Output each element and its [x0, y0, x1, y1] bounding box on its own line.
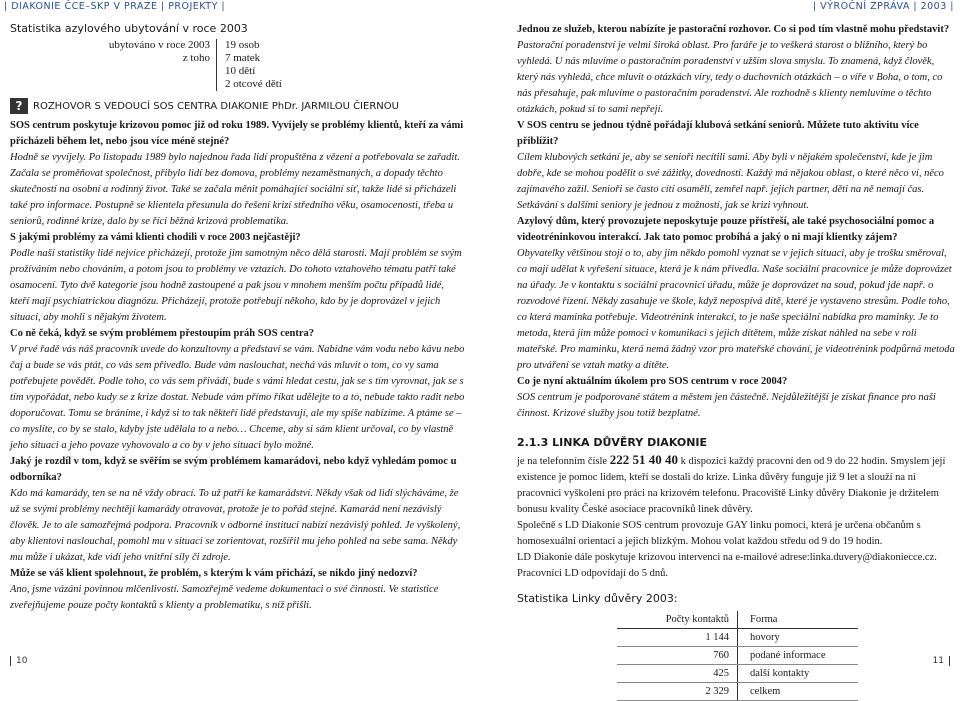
form-cell: hovory: [738, 629, 859, 647]
linka-p1-post: k dispozici každý pracovní den od 9 do 22 hodin. Smyslem její existence je pomoc lidem, kteří se dostali do krize. Linka důvěry funguje již 9 let a slouží na ní pracovníci vyškolení pro práci na krizovém telefonu. Pracoviště Linky důvěry Diakonie je držitelem bonusu kvality České asociace pracovníků linek důvěry.: [517, 456, 946, 515]
linka-p1-pre: je na telefonním čísle: [517, 456, 608, 467]
question-paragraph: Co je nyní aktuálním úkolem pro SOS centrum v roce 2004?: [517, 376, 788, 387]
page-number-left: 10: [16, 656, 28, 666]
table-row: [617, 665, 858, 683]
count-cell: 2 329: [617, 683, 738, 701]
table-row: [617, 683, 858, 701]
stat-label: [80, 78, 217, 91]
question-paragraph: Co ně čeká, když se svým problémem přestoupím práh SOS centra?: [10, 328, 315, 339]
stat-label: ubytováno v roce 2003: [80, 39, 217, 52]
answer-paragraph: Pastorační poradenství je velmi široká oblast. Pro faráře je to veškerá starost o bližního, který bo vyhledá. U nás mluvíme o pastoračním poradenství v užším slova smyslu. To znamená, když člověk, který nás vyhledá, chce mluvit o otázkách víry, tedy o duchovních otázkách – o víře v Boha, o tom, co nás přesahuje, pak mluvíme o pastoračním poradenství. Ale rozhodně s klienty nemluvíme o těchto otázkách, pokud si to sami nepřejí.: [517, 40, 943, 115]
table-header-row: [617, 611, 858, 629]
stat-value: 2 otcové dětí: [225, 78, 282, 90]
phone-number: 222 51 40 40: [609, 452, 678, 467]
linka-paragraph-1: [517, 452, 957, 518]
stat-row: [80, 78, 288, 91]
page-edge-mark-right: [949, 656, 950, 666]
stat-value: 10 dětí: [225, 65, 256, 77]
stat-row: [80, 52, 288, 65]
page-edge-mark-left: [10, 656, 11, 666]
interview-body-continued: [517, 22, 957, 422]
form-cell: podané informace: [738, 647, 859, 665]
answer-paragraph: Kdo má kamarády, ten se na ně vždy obrací. To už patří ke kamarádství. Někdy však od lidí slýcháváme, že už se svými problémy nechtějí kamarády otravovat, protože je to pořád stejné. Kamarád není nezávislý člověk. Je to ale samozřejmá podpora. Pracovník v odborné instituci nabízí nezávislý pohled. Je vyškolený, aby klientovi naslouchal, pomohl mu v situaci se zorientovat, rozšířil mu jeho pohled na sebe sama. Někdy mu může i ukázat, kde vidí jeho vnitřní síly či zdroje.: [10, 488, 461, 563]
section-title: 2.1.3 LINKA DŮVĚRY DIAKONIE: [517, 436, 708, 449]
left-column: [10, 22, 465, 614]
stat-value: 19 osob: [225, 39, 260, 51]
stat-row: [80, 65, 288, 78]
answer-paragraph: SOS centrum je podporované státem a městem jen částečně. Nejdůležitější je získat finance pro naši činnost. Krizové služby jsou totiž bezplatné.: [517, 392, 936, 419]
question-paragraph: S jakými problémy za vámi klienti chodili v roce 2003 nejčastěji?: [10, 232, 301, 243]
table-row: [617, 629, 858, 647]
interview-heading: [10, 101, 465, 114]
question-paragraph: SOS centrum poskytuje krizovou pomoc již od roku 1989. Vyvíjely se problémy klientů, kteří za vámi přicházeli během let, nebo jsou více méně stejné?: [10, 120, 464, 147]
azyl-stat-table: [80, 39, 288, 91]
header-cell-count: Počty kontaktů: [617, 611, 738, 629]
table-caption: Statistika Linky důvěry 2003:: [517, 592, 678, 605]
question-paragraph: Azylový dům, který provozujete neposkytuje pouze přístřeší, ale také psychosociální pomoc a videotréninkovou interakcí. Jak tato pomoc probíhá a jaký o ni mají klientky zájem?: [517, 216, 935, 243]
stat-value: 7 matek: [225, 52, 261, 64]
stat-label: [80, 65, 217, 78]
answer-paragraph: Hodně se vyvíjely. Po listopadu 1989 bylo najednou řada lidí propuštěna z vězení a potřebovala se zařadit. Začala se proměňovat společnost, přibylo lidí bez domova, problémy nezaměstnaných, a dopady těchto skutečností na osobní a rodinný život. Také se začala měnit pomáhající sociální síť, takže lidé si přicházeli také pro informace. Postupně se klientela přesunula do řešení krizí středního věku, osamocenosti, třeba u seniorů, rodinné krize, dalo by se říci běžná krizová problematika.: [10, 152, 460, 227]
form-cell: další kontakty: [738, 665, 859, 683]
stat-title: Statistika azylového ubytování v roce 2003: [10, 22, 248, 35]
answer-paragraph: Ano, jsme vázáni povinnou mlčenlivostí. Samozřejmě vedeme dokumentaci o své činnosti. Ve statistice zveřejňujeme pouze počty kontaktů s klienty a problematiku, s níž přišli.: [10, 584, 439, 611]
interview-body: [10, 118, 465, 614]
linka-paragraph-2: Společně s LD Diakonie SOS centrum provozuje GAY linku pomoci, která je určena občanům s homosexuální orientací a jejich blízkým. Mohou volat každou středu od 9 do 19 hodin.: [517, 520, 921, 547]
question-paragraph: Jaký je rozdíl v tom, když se svěřím se svým problémem kamarádovi, nebo když vyhledám pomoc u odborníka?: [10, 456, 457, 483]
question-mark-icon: ?: [10, 98, 28, 114]
table-row: [617, 647, 858, 665]
interview-title: ROZHOVOR S VEDOUCÍ SOS CENTRA DIAKONIE PhDr. JARMILOU ČIERNOU: [33, 101, 399, 112]
header-cell-form: Forma: [738, 611, 859, 629]
running-header-right: | VÝROČNÍ ZPRÁVA | 2003 |: [812, 1, 954, 12]
stat-row: [80, 39, 288, 52]
answer-paragraph: Podle naší statistiky lidé nejvíce přicházejí, protože jim samotným něco dělá starosti. Mají problém se svým prožíváním nebo chováním, a potom jsou to problémy ve vztazích. Do tohoto vztahového tématu patří také osamocení. Tyto dvě kategorie jsou hodně zastoupené a pak jsou v mnohem menším počtu případů lidé, kteří mají psychiatrickou diagnózu. Přicházejí, protože potřebují někoho, kdo by je doprovázel v jejich situaci, aby mohli s nějakým životem.: [10, 248, 462, 323]
question-paragraph: Může se váš klient spolehnout, že problém, s kterým k vám přichází, se nikdo jiný nedozví?: [10, 568, 418, 579]
answer-paragraph: Cílem klubových setkání je, aby se senioři necítili sami. Aby byli v nějakém společenství, kde je jim dobře, kde se mohou podělit o své zážitky, dovednosti. Každý má nějakou oblast, o které něco ví, něco zajímavého zažil. Senioři se často cítí osamělí, zemřel např. jejich partner, děti na ně nemají čas. Setkávání s dalšími seniory je jednou z možností, jak se krizi vyhnout.: [517, 152, 944, 211]
answer-paragraph: V prvé řadě vás náš pracovník uvede do konzultovny a představí se vám. Nabídne vám vodu nebo kávu nebo čaj a bude se vás ptát, co vás sem přivedlo. Bude vám naslouchat, nechá vás mluvit o tom, co vy sama potřebujete povědět. Podle toho, co vás sem přivádí, bude s vámi hledat cestu, jak se s tím vyrovnat, jak se s tím vypořádat, nebo kudy se z krize dostat. Nebude vám přímo říkat udělejte to a to, nebude takto radit nebo doporučovat. Tomu se bráníme, i když si to tak někteří lidé představují, ale my spíše nabízíme. A ptáme se – co myslíte, co by se stalo, kdyby jste udělala to a nebo… Chceme, aby si sám klient určoval, co by vlastně jeho situaci a jeho povaze vyhovovalo a co by v jeho situaci bylo možné.: [10, 344, 465, 451]
right-column: [517, 22, 957, 701]
linka-paragraph-3: LD Diakonie dále poskytuje krizovou intervenci na e-mailové adrese:linka.duvery@diakoniecce.cz. Pracovníci LD odpovídají do 5 dnů.: [517, 552, 937, 579]
running-header-left: | DIAKONIE ČCE–SKP V PRAZE | PROJEKTY |: [0, 0, 480, 14]
count-cell: 1 144: [617, 629, 738, 647]
form-cell: celkem: [738, 683, 859, 701]
answer-paragraph: Obyvatelky většinou stojí o to, aby jim někdo pomohl vyznat se v jejich situaci, aby je trošku směroval, co mají udělat k vyřešení situace, která je k nám přivedla. Naše sociální pracovnice je může doprovázet na úřady. Je v kontaktu s sociální pracovnicí úřadu, může je doprovázet na soud, pokud jde např. o rozvodové řízení. Někdy zasahuje ve škole, když nepospívá dítě, které je vystaveno stresům. Podle toho, co která maminka potřebuje. Videotrénink interakcí, to je naše speciální nabídka pro maminky. Je to metoda, která jim může pomoci v komunikaci s jejich dítětem, může získat náhled na sebe v roli mateřské. Pro maminku, která nemá žádný vzor pro mateřské chování, je videotrénink podpůrná metoda pro utváření se vztah matky a dítěte.: [517, 248, 955, 371]
count-cell: 425: [617, 665, 738, 683]
count-cell: 760: [617, 647, 738, 665]
question-paragraph: Jednou ze služeb, kterou nabízíte je pastorační rozhovor. Co si pod tím vlastně mohu představit?: [517, 24, 950, 35]
linka-stat-table: [617, 611, 858, 701]
question-paragraph: V SOS centru se jednou týdně pořádají klubová setkání seniorů. Můžete tuto aktivitu více přiblížit?: [517, 120, 919, 147]
page-number-right: 11: [932, 656, 944, 666]
stat-label: z toho: [80, 52, 217, 65]
